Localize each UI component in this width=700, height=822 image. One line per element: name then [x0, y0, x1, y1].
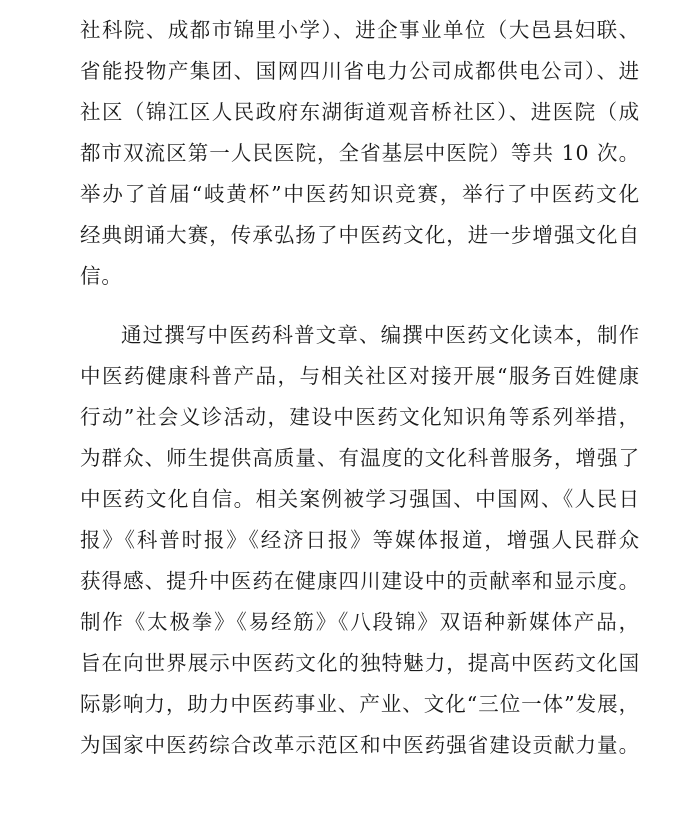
text-line: 中医药健康科普产品，与相关社区对接开展“服务百姓健康 [80, 364, 640, 388]
paragraph-2 [80, 315, 640, 766]
text-line: 报》《科普时报》《经济日报》等媒体报道，增强人民群众 [80, 528, 640, 552]
text-line: 举办了首届“岐黄杯”中医药知识竞赛，举行了中医药文化 [80, 182, 640, 206]
text-line: 为国家中医药综合改革示范区和中医药强省建设贡献力量。 [80, 733, 640, 757]
text-line: 中医药文化自信。相关案例被学习强国、中国网、《人民日 [80, 487, 640, 511]
text-line: 通过撰写中医药科普文章、编撰中医药文化读本，制作 [121, 323, 640, 347]
text-line: 经典朗诵大赛，传承弘扬了中医药文化，进一步增强文化自 [80, 223, 640, 247]
text-line: 社区（锦江区人民政府东湖街道观音桥社区）、进医院（成 [80, 100, 640, 124]
text-line: 都市双流区第一人民医院，全省基层中医院）等共 10 次。 [80, 141, 640, 165]
text-line: 际影响力，助力中医药事业、产业、文化“三位一体”发展， [80, 692, 640, 716]
text-line: 旨在向世界展示中医药文化的独特魅力，提高中医药文化国 [80, 651, 640, 675]
text-line: 信。 [80, 264, 123, 288]
text-line: 省能投物产集团、国网四川省电力公司成都供电公司）、进 [80, 59, 640, 83]
text-line: 为群众、师生提供高质量、有温度的文化科普服务，增强了 [80, 446, 640, 470]
paragraph-1 [80, 10, 640, 297]
document-body [80, 10, 640, 766]
text-line: 获得感、提升中医药在健康四川建设中的贡献率和显示度。 [80, 569, 640, 593]
text-line: 行动”社会义诊活动，建设中医药文化知识角等系列举措， [80, 405, 640, 429]
text-line: 制作《太极拳》《易经筋》《八段锦》双语种新媒体产品， [80, 610, 640, 634]
paragraph-gap [80, 297, 640, 315]
text-line: 社科院、成都市锦里小学）、进企事业单位（大邑县妇联、 [80, 18, 640, 42]
